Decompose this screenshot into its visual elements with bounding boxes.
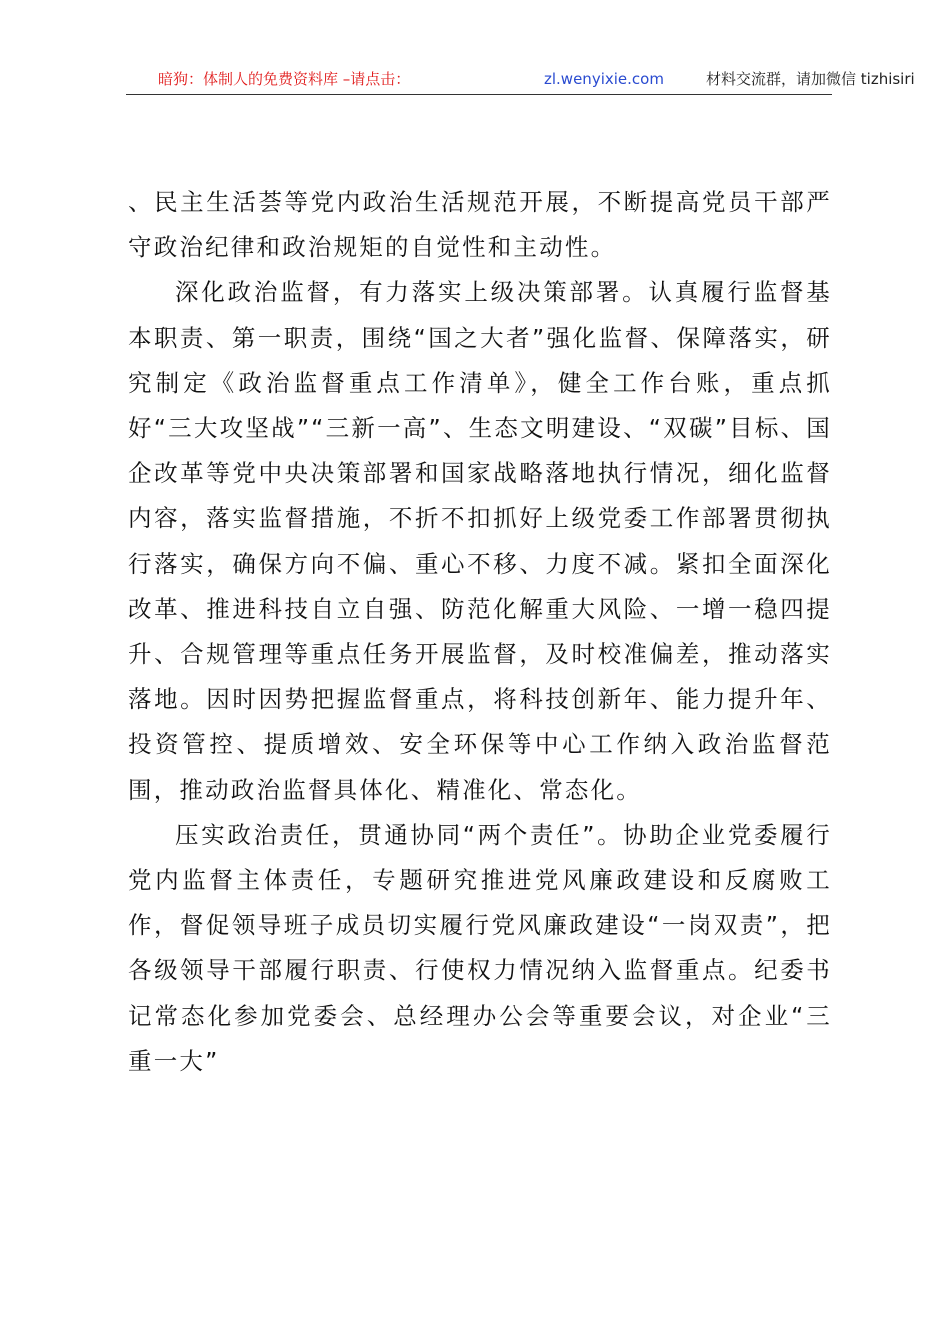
paragraph-political-responsibility: 压实政治责任，贯通协同“两个责任”。协助企业党委履行党内监督主体责任，专题研究推进党风廉政建设和反腐败工作，督促领导班子成员切实履行党风廉政建设“一岗双责”，把各级领导干部履行职责、行使权力情况纳入监督重点。纪委书记常态化参加党委会、总经理办公会等重要会议，对企业“三重一大” [128,820,832,1075]
header-promo-text: 暗狗：体制人的免费资料库 –请点击： [158,70,411,88]
page-header [126,64,915,95]
header-link[interactable]: zl.wenyixie.com [544,70,664,88]
paragraph-continued: 、民主生活荟等党内政治生活规范开展，不断提高党员干部严守政治纪律和政治规矩的自觉性和主动性。 [128,188,832,262]
document-body [128,180,832,1084]
paragraph-political-supervision: 深化政治监督，有力落实上级决策部署。认真履行监督基本职责、第一职责，围绕“国之大者”强化监督、保障落实，研究制定《政治监督重点工作清单》，健全工作台账，重点抓好“三大攻坚战”“三新一高”、生态文明建设、“双碳”目标、国企改革等党中央决策部署和国家战略落地执行情况，细化监督内容，落实监督措施，不折不扣抓好上级党委工作部署贯彻执行落实，确保方向不偏、重心不移、力度不减。紧扣全面深化改革、推进科技自立自强、防范化解重大风险、一增一稳四提升、合规管理等重点任务开展监督，及时校准偏差，推动落实落地。因时因势把握监督重点，将科技创新年、能力提升年、投资管控、提质增效、安全环保等中心工作纳入政治监督范围，推动政治监督具体化、精准化、常态化。 [128,278,832,804]
header-contact-text: 材料交流群，请加微信 tizhisiri [706,70,915,88]
